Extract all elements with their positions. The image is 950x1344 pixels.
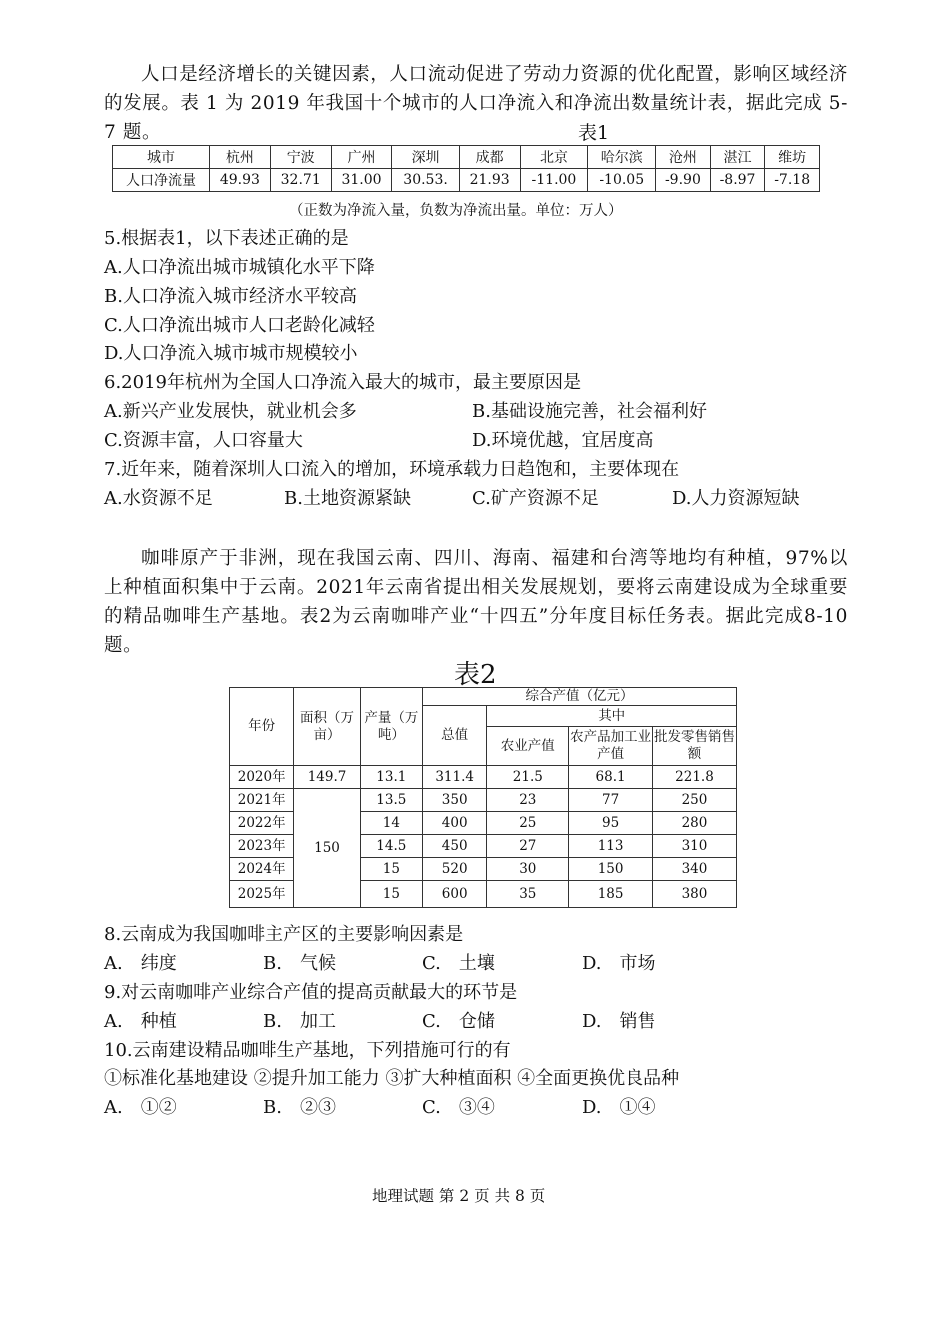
table1-note: （正数为净流入量，负数为净流出量。单位：万人） [289, 203, 623, 219]
table-cell: 32.71 [270, 169, 331, 192]
table-cell: 2023年 [230, 835, 294, 858]
table-cell: 380 [652, 881, 736, 908]
table-cell: 49.93 [210, 169, 271, 192]
table-cell: 150 [569, 858, 653, 881]
question-7-option-c: C.矿产资源不足 [472, 488, 599, 509]
passage-coffee: 咖啡原产于非洲，现在我国云南、四川、海南、福建和台湾等地均有种植，97%以上种植面积集中于云南。2021年云南省提出相关发展规划，要将云南建设成为全球重要的精品咖啡生产基地。表2为云南咖啡产业“十四五”分年度目标任务表。据此完成8-10题。 [104, 548, 848, 656]
question-8-option-c: C. 土壤 [422, 953, 495, 974]
question-10-stem: 10.云南建设精品咖啡生产基地，下列措施可行的有 [104, 1040, 511, 1061]
table-cell: 湛江 [710, 146, 765, 169]
table-cell: 400 [422, 812, 486, 835]
question-9-option-d: D. 销售 [582, 1011, 656, 1032]
question-9-stem: 9.对云南咖啡产业综合产值的提高贡献最大的环节是 [104, 982, 518, 1003]
question-5-option-c: C.人口净流出城市人口老龄化减轻 [104, 315, 375, 336]
table-cell: 13.5 [360, 789, 422, 812]
table1-header-row [113, 146, 820, 169]
question-9-option-a: A. 种植 [104, 1011, 177, 1032]
question-5-option-b: B.人口净流入城市经济水平较高 [104, 286, 357, 307]
question-8-option-a: A. 纬度 [104, 953, 177, 974]
table-cell: -9.90 [656, 169, 711, 192]
question-10-option-b: B. ②③ [263, 1097, 336, 1118]
table-cell: 30.53. [392, 169, 459, 192]
table2-header-area: 面积（万亩） [294, 688, 360, 766]
passage-population: 人口是经济增长的关键因素，人口流动促进了劳动力资源的优化配置，影响区域经济的发展。表 1 为 2019 年我国十个城市的人口净流入和净流出数量统计表，据此完成 5-7 题。 [104, 64, 848, 143]
table-cell: 31.00 [331, 169, 392, 192]
table-cell: 成都 [459, 146, 520, 169]
table-cell: 城市 [113, 146, 210, 169]
table-cell: 2020年 [230, 766, 294, 789]
table2-header-year: 年份 [230, 688, 294, 766]
question-10-measures: ①标准化基地建设 ②提升加工能力 ③扩大种植面积 ④全面更换优良品种 [104, 1068, 680, 1089]
table-cell: 沧州 [656, 146, 711, 169]
table-cell: 311.4 [422, 766, 486, 789]
table-cell: 95 [569, 812, 653, 835]
table-cell: 北京 [520, 146, 588, 169]
table-cell: 25 [487, 812, 569, 835]
question-5-stem: 5.根据表1，以下表述正确的是 [104, 228, 349, 249]
table-cell: 哈尔滨 [588, 146, 656, 169]
table1-caption: 表1 [578, 122, 610, 144]
table2-header-proc: 农产品加工业产值 [569, 727, 653, 766]
table-cell: 维坊 [765, 146, 820, 169]
table2-header-sales: 批发零售销售额 [652, 727, 736, 766]
table-cell: 15 [360, 881, 422, 908]
table-cell: 340 [652, 858, 736, 881]
table-cell: 13.1 [360, 766, 422, 789]
table-cell: 185 [569, 881, 653, 908]
table-cell: 250 [652, 789, 736, 812]
table1-population [112, 145, 820, 192]
table-cell: -11.00 [520, 169, 588, 192]
question-7-option-b: B.土地资源紧缺 [284, 488, 411, 509]
table-cell: -10.05 [588, 169, 656, 192]
table2-header-output: 产量（万吨） [360, 688, 422, 766]
question-8-stem: 8.云南成为我国咖啡主产区的主要影响因素是 [104, 924, 464, 945]
table-cell: 520 [422, 858, 486, 881]
table-cell: 深圳 [392, 146, 459, 169]
question-10-option-a: A. ①② [104, 1097, 177, 1118]
table-cell: 23 [487, 789, 569, 812]
table-cell: 280 [652, 812, 736, 835]
table-cell: 221.8 [652, 766, 736, 789]
page-footer: 地理试题 第 2 页 共 8 页 [372, 1187, 546, 1205]
table-cell: 350 [422, 789, 486, 812]
table-cell: 14.5 [360, 835, 422, 858]
table-cell: 14 [360, 812, 422, 835]
table-cell: 27 [487, 835, 569, 858]
table-cell: 113 [569, 835, 653, 858]
table2-caption: 表2 [454, 660, 497, 690]
question-7-stem: 7.近年来，随着深圳人口流入的增加，环境承载力日趋饱和，主要体现在 [104, 459, 680, 480]
question-7-option-d: D.人力资源短缺 [672, 488, 800, 509]
question-6-stem: 6.2019年杭州为全国人口净流入最大的城市，最主要原因是 [104, 372, 581, 393]
question-7-option-a: A.水资源不足 [104, 488, 213, 509]
question-6-option-d: D.环境优越，宜居度高 [472, 430, 654, 451]
question-10-option-d: D. ①④ [582, 1097, 656, 1118]
question-6-option-c: C.资源丰富，人口容量大 [104, 430, 303, 451]
table-cell: 2022年 [230, 812, 294, 835]
question-10-option-c: C. ③④ [422, 1097, 495, 1118]
question-9-option-c: C. 仓储 [422, 1011, 495, 1032]
table2-coffee-targets [229, 687, 737, 908]
table-cell: 2024年 [230, 858, 294, 881]
table-cell: 310 [652, 835, 736, 858]
table-cell: 149.7 [294, 766, 360, 789]
table-cell: 21.93 [459, 169, 520, 192]
table2-header-total: 总值 [422, 706, 486, 766]
table-row [230, 766, 737, 789]
table2-header-among: 其中 [487, 706, 737, 727]
table-cell: 15 [360, 858, 422, 881]
table-cell: 68.1 [569, 766, 653, 789]
table-cell: 宁波 [270, 146, 331, 169]
table1-value-row [113, 169, 820, 192]
table-cell: 2025年 [230, 881, 294, 908]
table-cell: 21.5 [487, 766, 569, 789]
table-cell: 2021年 [230, 789, 294, 812]
table-cell: 广州 [331, 146, 392, 169]
table-cell: 600 [422, 881, 486, 908]
table-cell: 30 [487, 858, 569, 881]
table-cell: -7.18 [765, 169, 820, 192]
table-cell: 450 [422, 835, 486, 858]
table-cell: -8.97 [710, 169, 765, 192]
table2-header-value: 综合产值（亿元） [422, 688, 736, 706]
table-row [230, 789, 737, 812]
question-6-option-b: B.基础设施完善，社会福利好 [472, 401, 707, 422]
question-5-option-d: D.人口净流入城市城市规模较小 [104, 343, 358, 364]
question-8-option-b: B. 气候 [263, 953, 336, 974]
table-cell: 150 [294, 789, 360, 908]
table-cell: 35 [487, 881, 569, 908]
question-6-option-a: A.新兴产业发展快，就业机会多 [104, 401, 357, 422]
table-cell: 杭州 [210, 146, 271, 169]
question-5-option-a: A.人口净流出城市城镇化水平下降 [104, 257, 375, 278]
question-8-option-d: D. 市场 [582, 953, 656, 974]
table-cell: 人口净流量 [113, 169, 210, 192]
question-9-option-b: B. 加工 [263, 1011, 336, 1032]
table2-header-agri: 农业产值 [487, 727, 569, 766]
table-cell: 77 [569, 789, 653, 812]
